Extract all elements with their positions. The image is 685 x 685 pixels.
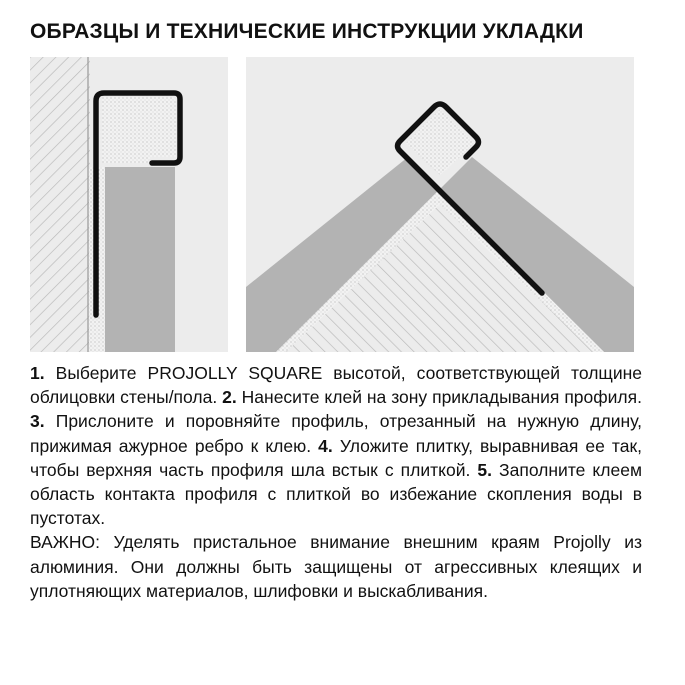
instructions bbox=[30, 361, 642, 603]
step-3: 3. Прислоните и поровняйте профиль, отрезанный на нужную длину, прижимая ажурное ребро к клею. bbox=[30, 411, 642, 456]
warning-paragraph: ВАЖНО: Уделять пристальное внимание внешним краям Projolly из алюминия. Они должны быть защищены от агрессивных клеящих и уплотняющих материалов, шлифовки и выскабливания. bbox=[30, 532, 642, 601]
step-4: 4. Уложите плитку, выравнивая ее так, чтобы верхняя часть профиля шла встык с плиткой. bbox=[30, 435, 642, 480]
page-title: ОБРАЗЦЫ И ТЕХНИЧЕСКИЕ ИНСТРУКЦИИ УКЛАДКИ bbox=[30, 20, 584, 43]
wall-installation-diagram bbox=[30, 57, 228, 352]
step-5: 5. Заполните клеем область контакта профиля с плиткой во избежание скопления воды в пустотах. bbox=[30, 459, 642, 529]
step-2: 2. Нанесите клей на зону прикладывания профиля. bbox=[222, 387, 642, 408]
step-1: 1. Выберите PROJOLLY SQUARE высотой, соответствующей толщине облицовки стены/пола. bbox=[30, 363, 642, 408]
steps-paragraph bbox=[30, 361, 642, 530]
tile bbox=[105, 167, 175, 352]
corner-installation-diagram bbox=[246, 57, 634, 352]
